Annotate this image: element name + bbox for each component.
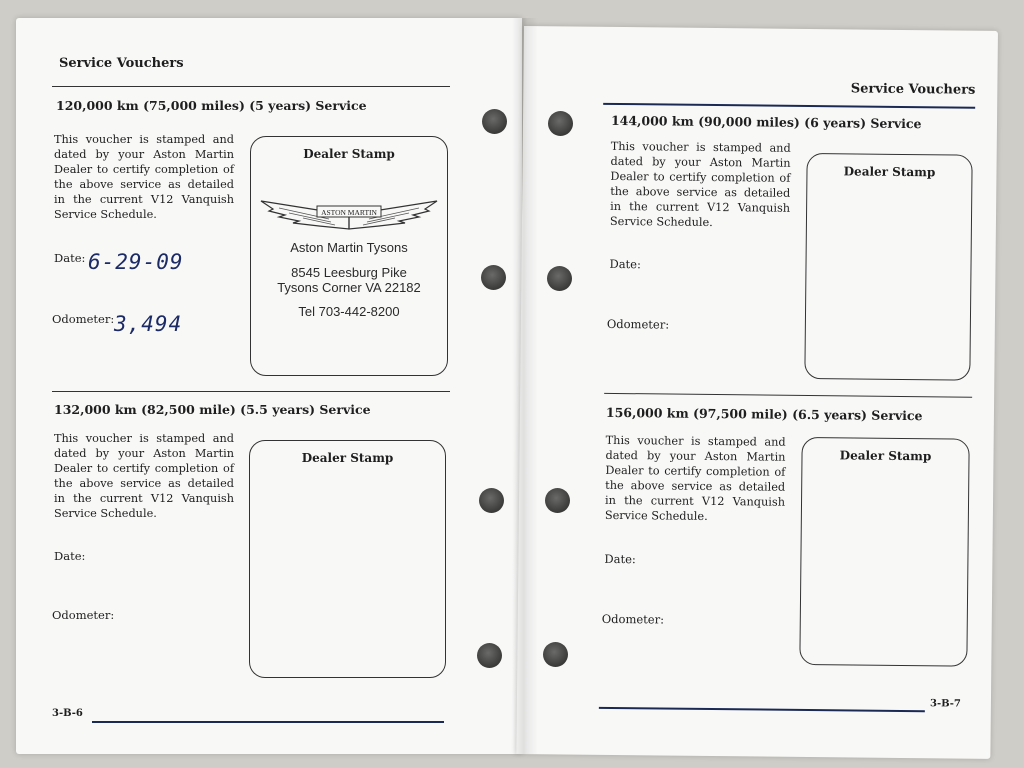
punch-hole [548, 111, 573, 136]
odometer-label: Odometer: [52, 608, 115, 622]
voucher-text: This voucher is stamped and dated by your Aston Martin Dealer to certify completion of the above service as detailed in the current V12 Vanquish Service Schedule. [609, 139, 791, 229]
dealer-stamp-label: Dealer Stamp [843, 164, 936, 180]
dealer-stamp-label: Dealer Stamp [303, 147, 395, 161]
right-page [516, 26, 998, 759]
voucher-title: 156,000 km (97,500 mile) (6.5 years) Service [605, 404, 923, 424]
punch-hole [543, 642, 568, 667]
date-label: Date: [604, 551, 636, 567]
binding-gutter [512, 18, 538, 754]
punch-hole [547, 266, 572, 291]
section-divider [604, 393, 972, 398]
dealer-stamp-label: Dealer Stamp [301, 451, 394, 465]
punch-hole [482, 109, 507, 134]
date-label: Date: [54, 549, 86, 563]
date-label: Date: [54, 251, 86, 265]
voucher-title: 144,000 km (90,000 miles) (6 years) Service [610, 112, 922, 132]
aston-martin-wings-icon [259, 195, 439, 237]
dealer-stamp-box [799, 437, 969, 667]
voucher-text: This voucher is stamped and dated by your Aston Martin Dealer to certify completion of the above service as detailed in the current V12 Vanquish Service Schedule. [54, 133, 234, 221]
odometer-label: Odometer: [606, 316, 670, 332]
voucher-text: This voucher is stamped and dated by your Aston Martin Dealer to certify completion of the above service as detailed in the current V12 Vanquish Service Schedule. [54, 432, 234, 520]
header-rule [603, 103, 975, 109]
voucher-title: 120,000 km (75,000 miles) (5 years) Service [56, 98, 367, 113]
odometer-label: Odometer: [601, 611, 665, 627]
page-header: Service Vouchers [59, 56, 184, 71]
punch-hole [481, 265, 506, 290]
dealer-stamp-label: Dealer Stamp [839, 448, 932, 464]
stamp-logo-text: ASTON MARTIN [321, 208, 377, 217]
page-number: 3-B-7 [930, 698, 961, 710]
header-rule [52, 86, 450, 87]
odometer-label: Odometer: [52, 312, 115, 326]
handwritten-date: 6-29-09 [88, 250, 184, 274]
punch-hole [545, 488, 570, 513]
section-divider [52, 391, 450, 392]
dealer-stamp-box [249, 440, 446, 678]
stamp-address-line1: 8545 Leesburg Pike [291, 265, 407, 280]
left-page [16, 18, 522, 754]
footer-rule [92, 721, 444, 723]
stamp-phone: Tel 703-442-8200 [298, 304, 400, 319]
stamp-dealer-name: Aston Martin Tysons [290, 240, 408, 255]
handwritten-odometer: 3,494 [114, 312, 183, 336]
date-label: Date: [609, 256, 641, 272]
dealer-stamp-box [804, 153, 972, 381]
dealer-stamp-box [250, 136, 448, 376]
punch-hole [479, 488, 504, 513]
voucher-text: This voucher is stamped and dated by your Aston Martin Dealer to certify completion of the above service as detailed in the current V12 Vanquish Service Schedule. [604, 433, 786, 523]
page-number: 3-B-6 [52, 708, 83, 719]
voucher-title: 132,000 km (82,500 mile) (5.5 years) Service [54, 402, 371, 417]
page-header: Service Vouchers [850, 81, 976, 98]
footer-rule [599, 707, 925, 712]
stamp-address-line2: Tysons Corner VA 22182 [277, 280, 421, 295]
punch-hole [477, 643, 502, 668]
